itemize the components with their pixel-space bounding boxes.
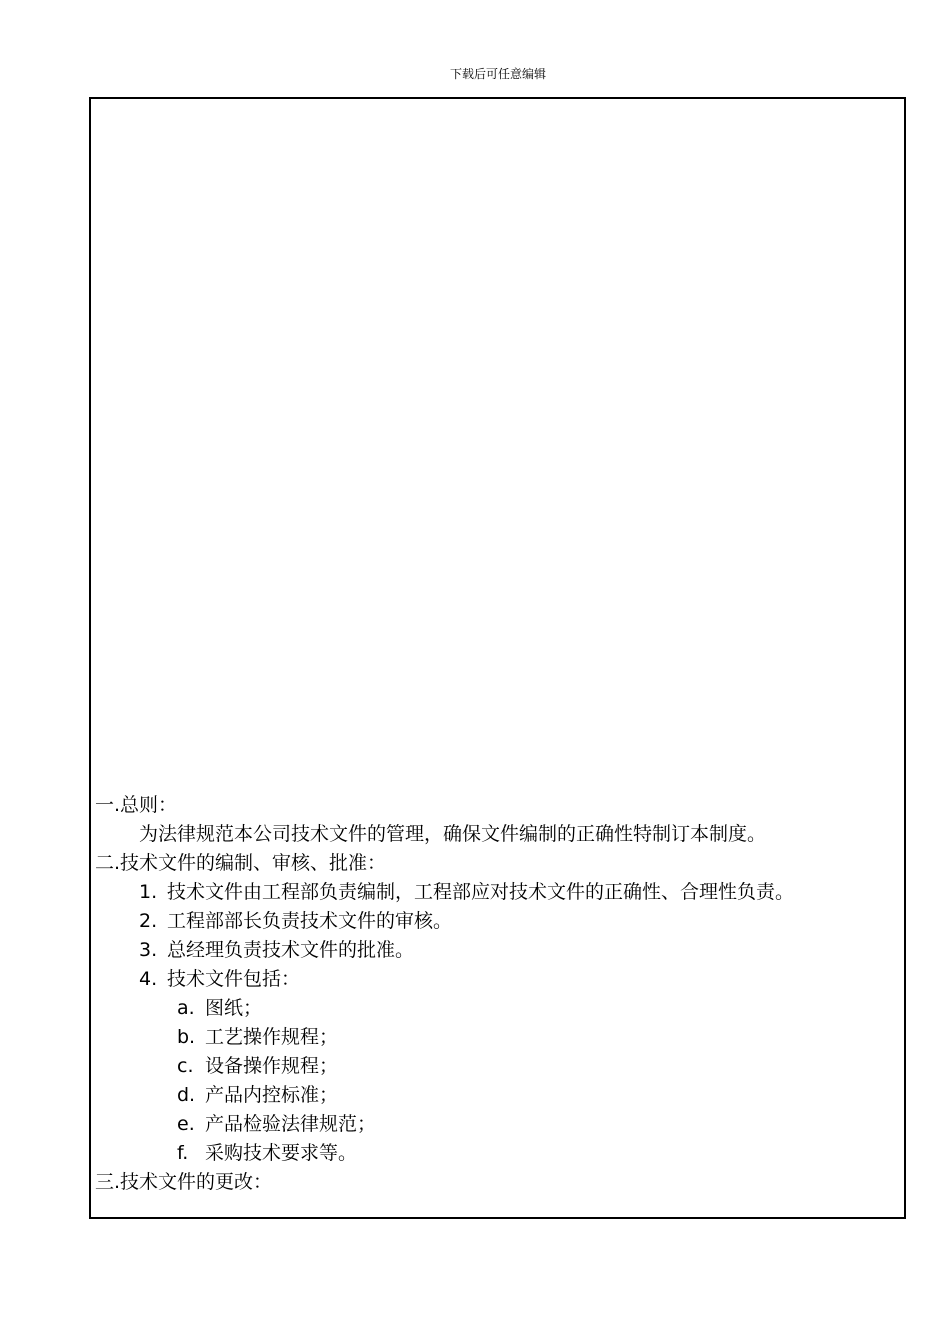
sub-item-d (95, 1081, 898, 1110)
list-item-2 (95, 907, 898, 936)
sub-item-letter: b. (177, 1026, 196, 1048)
list-item-text: 技术文件由工程部负责编制，工程部应对技术文件的正确性、合理性负责。 (167, 881, 795, 903)
section-2-title: 二.技术文件的编制、审核、批准： (95, 852, 387, 874)
sub-item-c (95, 1052, 898, 1081)
section-3-title: 三.技术文件的更改： (95, 1171, 273, 1193)
list-item-number: 2. (139, 910, 158, 932)
sub-item-letter: d. (177, 1084, 196, 1106)
sub-item-text: 产品检验法律规范； (205, 1113, 377, 1135)
page-header-note: 下载后可任意编辑 (449, 67, 546, 81)
sub-item-text: 设备操作规程； (205, 1055, 339, 1077)
sub-item-text: 产品内控标准； (205, 1084, 339, 1106)
list-item-4 (95, 965, 898, 994)
sub-item-text: 采购技术要求等。 (205, 1142, 358, 1164)
sub-item-text: 图纸； (205, 997, 263, 1019)
list-item-text: 工程部部长负责技术文件的审核。 (167, 910, 453, 932)
list-item-text: 总经理负责技术文件的批准。 (167, 939, 415, 961)
sub-item-letter: a. (177, 997, 195, 1019)
list-item-number: 4. (139, 968, 158, 990)
sub-item-f (95, 1139, 898, 1168)
list-item-number: 3. (139, 939, 158, 961)
section-1-body: 为法律规范本公司技术文件的管理，确保文件编制的正确性特制订本制度。 (139, 823, 767, 845)
list-item-text: 技术文件包括： (167, 968, 301, 990)
sub-item-b (95, 1023, 898, 1052)
sub-item-e (95, 1110, 898, 1139)
sub-item-letter: c. (177, 1055, 194, 1077)
document-frame (89, 97, 906, 1219)
list-item-number: 1. (139, 881, 158, 903)
list-item-1 (95, 878, 898, 907)
sub-item-a (95, 994, 898, 1023)
sub-item-letter: e. (177, 1113, 195, 1135)
sub-item-letter: f. (177, 1142, 189, 1164)
sub-item-text: 工艺操作规程； (205, 1026, 339, 1048)
document-body (95, 791, 898, 1197)
list-item-3 (95, 936, 898, 965)
section-1-title: 一.总则： (95, 794, 178, 816)
